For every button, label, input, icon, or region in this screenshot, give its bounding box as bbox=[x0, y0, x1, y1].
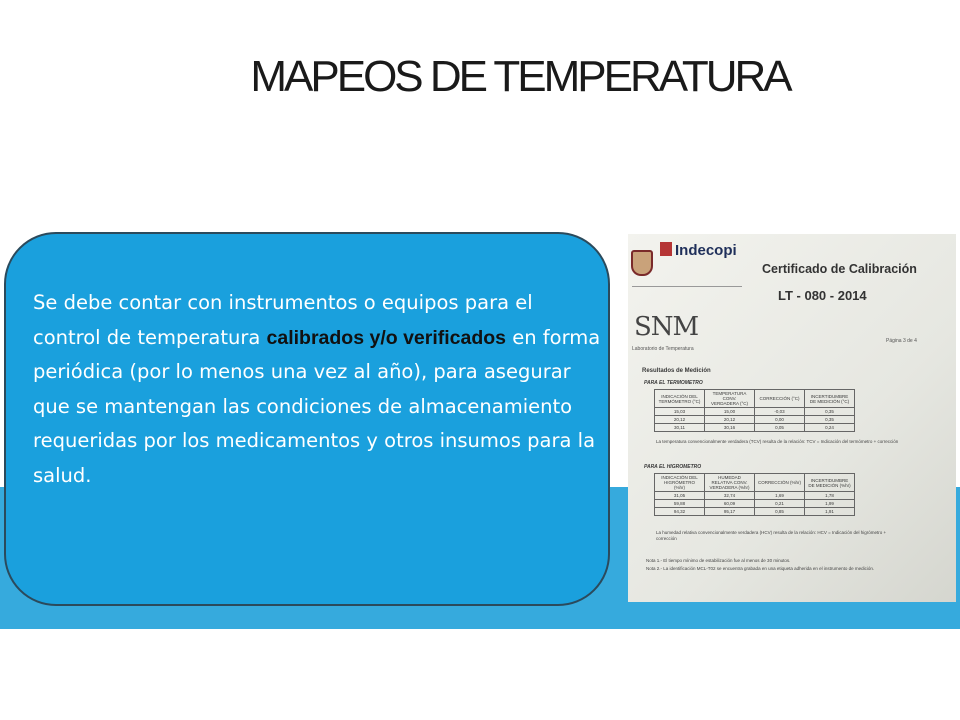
info-box bbox=[4, 232, 610, 606]
page-number: Página 3 de 4 bbox=[886, 338, 917, 344]
certificate-heading: Certificado de Calibración bbox=[762, 262, 917, 276]
hygrometer-note: La humedad relativa convencionalmente verdadera (HCV) resulta de la relación: HCV = Indicación del higrómetro + corrección bbox=[656, 530, 887, 541]
info-text-part-1: Se debe contar con instrumentos o equipos para el control de temperatura bbox=[33, 291, 533, 349]
info-paragraph bbox=[33, 286, 603, 493]
results-title: Resultados de Medición bbox=[642, 368, 711, 374]
thermometer-note: La temperatura convencionalmente verdadera (TCV) resulta de la relación: TCV = Indicación del termómetro + corrección bbox=[656, 439, 899, 444]
footnote-1: Nota 1.- El tiempo mínimo de estabilización fue al menos de 30 minutos. bbox=[646, 558, 791, 563]
footnote-2: Nota 2.- La identificación MCL-T02 se encuentra grabada en una etiqueta adherida en el instrumento de medición. bbox=[646, 566, 875, 571]
section-thermometer: PARA EL TERMOMETRO bbox=[644, 380, 703, 386]
slide-title: MAPEOS DE TEMPERATURA bbox=[250, 52, 790, 101]
table-header-row: INDICACIÓN DEL HIGRÓMETRO (%hr) HUMEDAD RELATIVA CONV. VERDADERA (%hr) CORRECCIÓN (%hr) INCERTIDUMBRE DE MEDICIÓN (%hr) bbox=[655, 474, 855, 492]
indecopi-logo: Indecopi bbox=[660, 242, 737, 259]
table-row: 15,03 15,00 -0,03 0,35 bbox=[655, 408, 855, 416]
lab-name: Laboratorio de Temperatura bbox=[632, 346, 694, 352]
info-text-bold: calibrados y/o verificados bbox=[266, 326, 507, 349]
indecopi-icon bbox=[660, 242, 672, 256]
logo-divider bbox=[632, 286, 742, 296]
snm-logo: SNM bbox=[634, 312, 699, 342]
table-row: 20,12 20,12 0,00 0,35 bbox=[655, 416, 855, 424]
hygrometer-table bbox=[654, 473, 855, 516]
table-row: 59,88 60,09 0,21 1,99 bbox=[655, 500, 855, 508]
table-header-row: INDICACIÓN DEL TERMÓMETRO (°C) TEMPERATURA CONV. VERDADERA (°C) CORRECCIÓN (°C) INCERTIDUMBRE DE MEDICIÓN (°C) bbox=[655, 390, 855, 408]
table-row: 30,11 30,16 0,05 0,24 bbox=[655, 424, 855, 432]
table-row: 31,05 32,74 1,69 1,78 bbox=[655, 492, 855, 500]
table-row: 94,32 95,17 0,85 1,91 bbox=[655, 508, 855, 516]
info-text-part-2: en forma periódica (por lo menos una vez al año), para asegurar que se mantengan las condiciones de almacenamiento requeridas por los medicamentos y otros insumos para la salud. bbox=[33, 325, 601, 487]
section-hygrometer: PARA EL HIGROMETRO bbox=[644, 464, 702, 470]
peru-seal-icon bbox=[631, 250, 653, 276]
thermometer-table bbox=[654, 389, 855, 432]
certificate-number: LT - 080 - 2014 bbox=[778, 288, 867, 303]
certificate-photo bbox=[628, 234, 956, 602]
